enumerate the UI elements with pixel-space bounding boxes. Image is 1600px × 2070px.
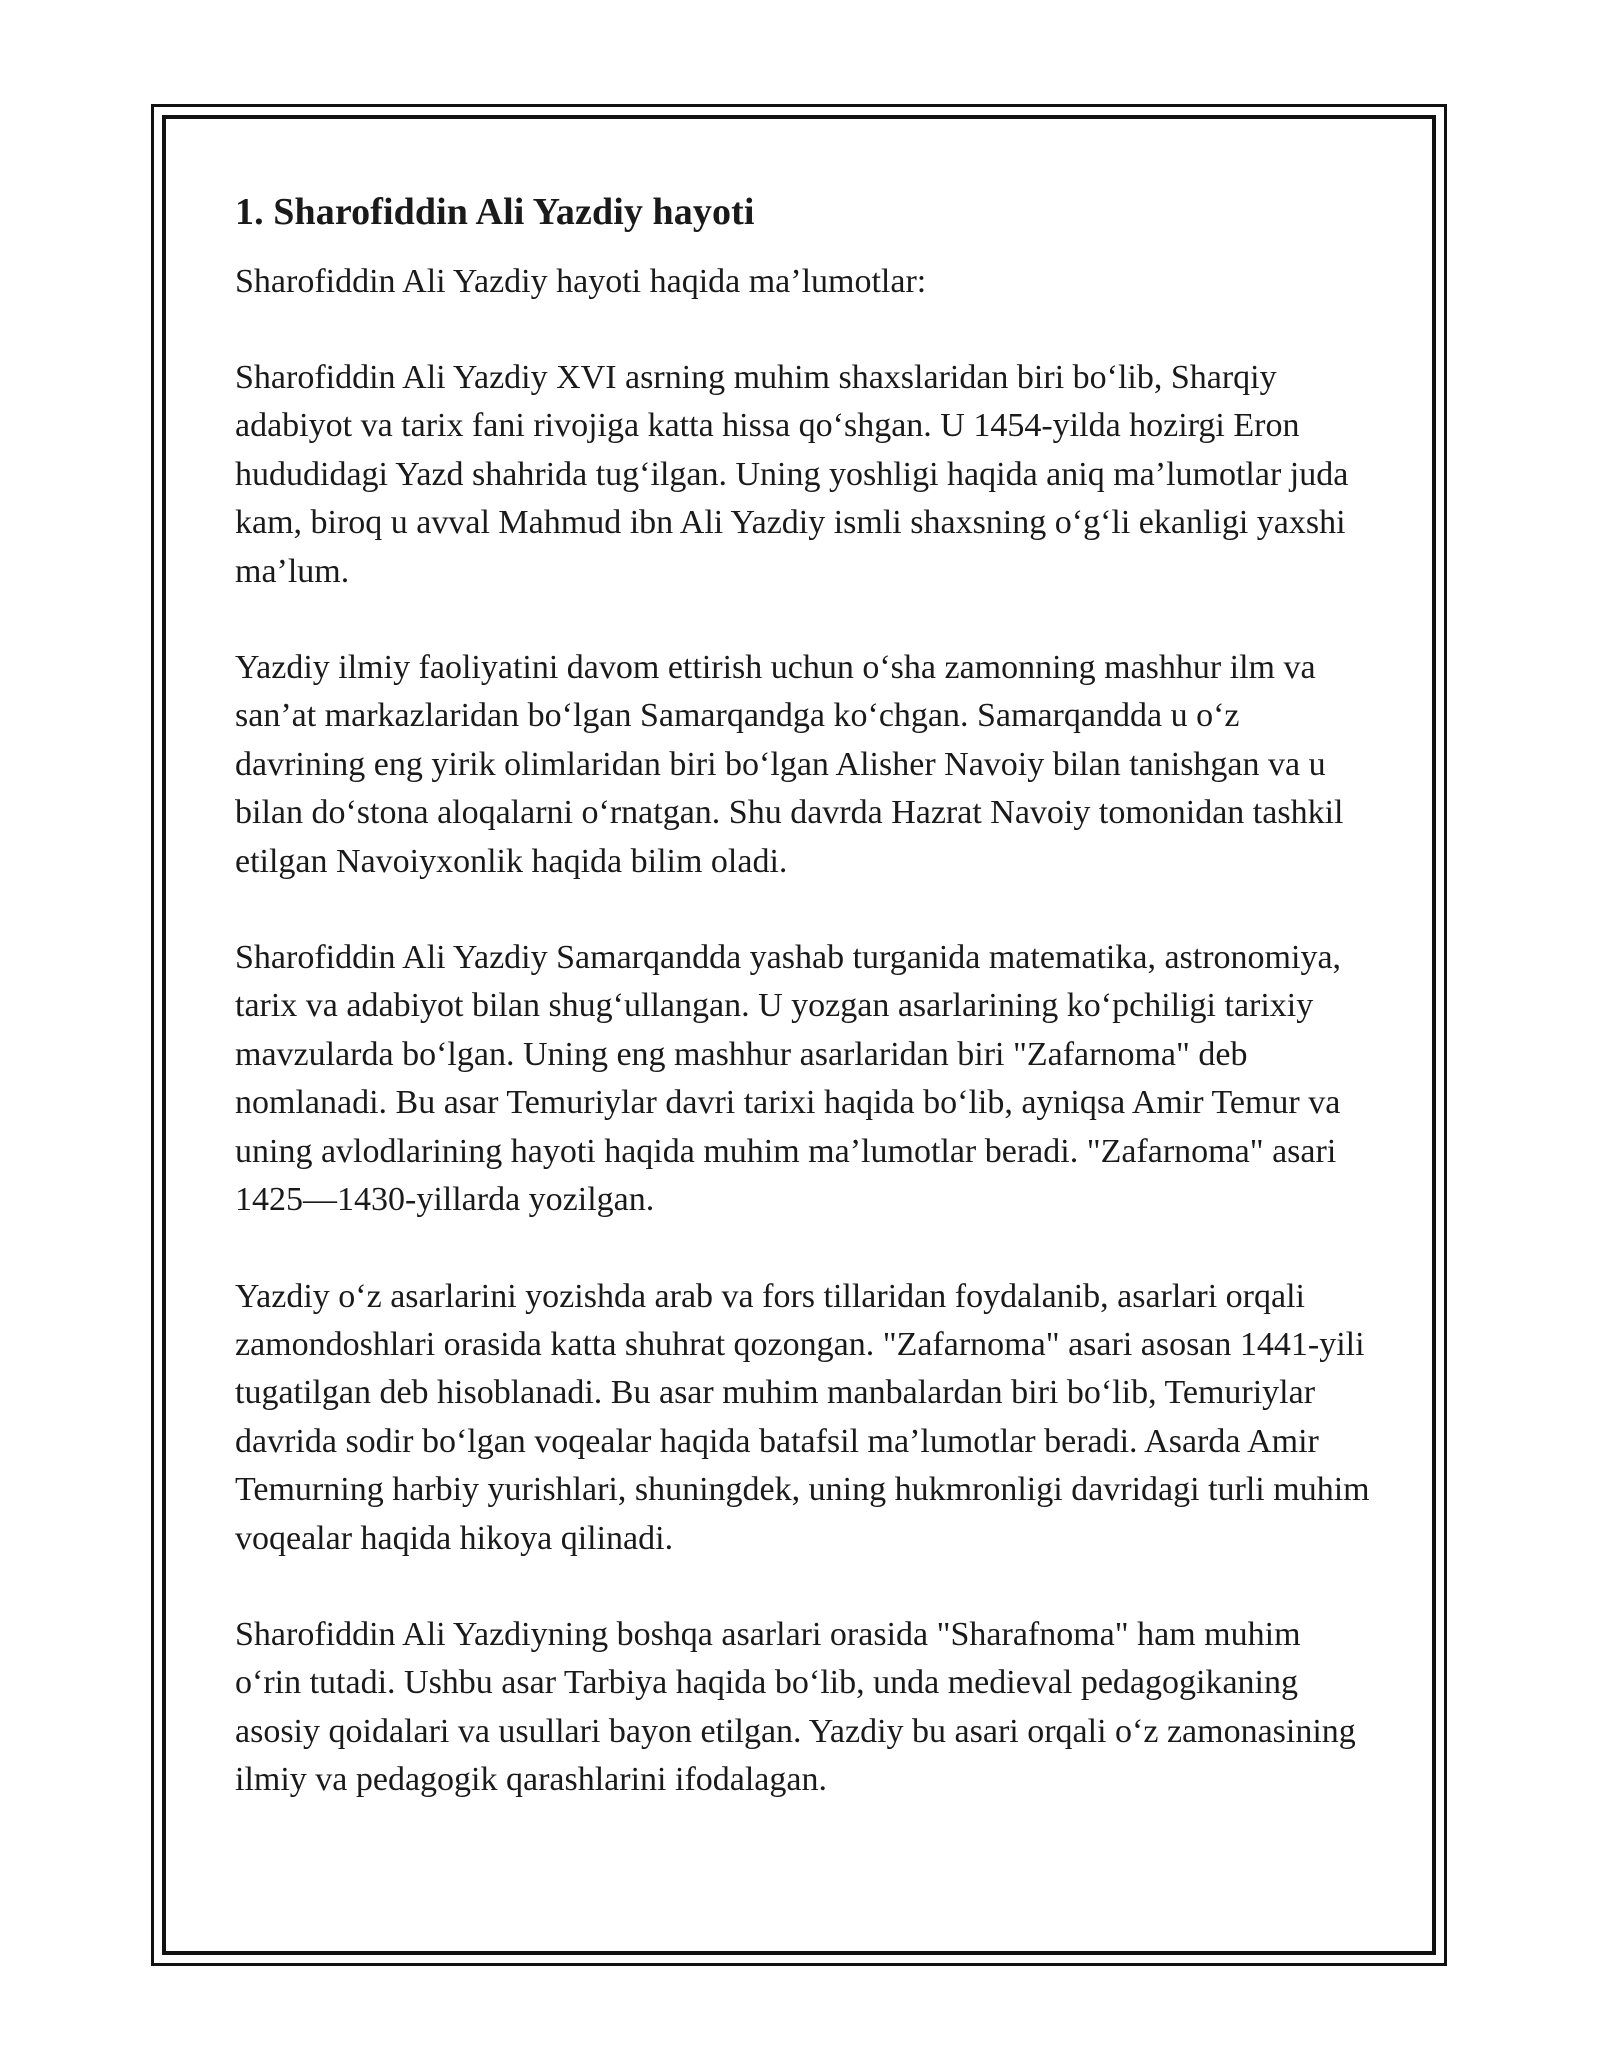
intro-line: Sharofiddin Ali Yazdiy hayoti haqida ma’lumotlar:	[235, 263, 927, 300]
paragraph-5: Sharofiddin Ali Yazdiyning boshqa asarlari orasida "Sharafnoma" ham muhim o‘rin tutadi. Ushbu asar Tarbiya haqida bo‘lib, unda medieval pedagogikaning asosiy qoidalari va usullari bayon etilgan. Yazdiy bu asari orqali o‘z zamonasining ilmiy va pedagogik qarashlarini ifodalagan.	[235, 1615, 1356, 1799]
paragraph-2: Yazdiy ilmiy faoliyatini davom ettirish uchun o‘sha zamonning mashhur ilm va san’at markazlaridan bo‘lgan Samarqandga ko‘chgan. Samarqandda u o‘z davrining eng yirik olimlaridan biri bo‘lgan Alisher Navoiy bilan tanishgan va u bilan do‘stona aloqalarni o‘rnatgan. Shu davrda Hazrat Navoiy tomonidan tashkil etilgan Navoiyxonlik haqida bilim oladi.	[235, 649, 1344, 880]
paragraph-1: Sharofiddin Ali Yazdiy XVI asrning muhim shaxslaridan biri bo‘lib, Sharqiy adabiyot va tarix fani rivojiga katta hissa qo‘shgan. U 1454-yilda hozirgi Eron hududidagi Yazd shahrida tug‘ilgan. Uning yoshligi haqida aniq ma’lumotlar juda kam, biroq u avval Mahmud ibn Ali Yazdiy ismli shaxsning o‘g‘li ekanligi yaxshi ma’lum.	[235, 359, 1349, 590]
section-heading: 1. Sharofiddin Ali Yazdiy hayoti	[235, 191, 755, 233]
paragraph-3: Sharofiddin Ali Yazdiy Samarqandda yashab turganida matematika, astronomiya, tarix va adabiyot bilan shug‘ullangan. U yozgan asarlarining ko‘pchiligi tarixiy mavzularda bo‘lgan. Uning eng mashhur asarlaridan biri "Zafarnoma" deb nomlanadi. Bu asar Temuriylar davri tarixi haqida bo‘lib, ayniqsa Amir Temur va uning avlodlarining hayoti haqida muhim ma’lumotlar beradi. "Zafarnoma" asari 1425—1430-yillarda yozilgan.	[235, 939, 1342, 1219]
paragraph-4: Yazdiy o‘z asarlarini yozishda arab va fors tillaridan foydalanib, asarlari orqali zamondoshlari orasida katta shuhrat qozongan. "Zafarnoma" asari asosan 1441-yili tugatilgan deb hisoblanadi. Bu asar muhim manbalardan biri bo‘lib, Temuriylar davrida sodir bo‘lgan voqealar haqida batafsil ma’lumotlar beradi. Asarda Amir Temurning harbiy yurishlari, shuningdek, uning hukmronligi davridagi turli muhim voqealar haqida hikoya qilinadi.	[235, 1277, 1370, 1557]
document-body	[235, 184, 1375, 1805]
